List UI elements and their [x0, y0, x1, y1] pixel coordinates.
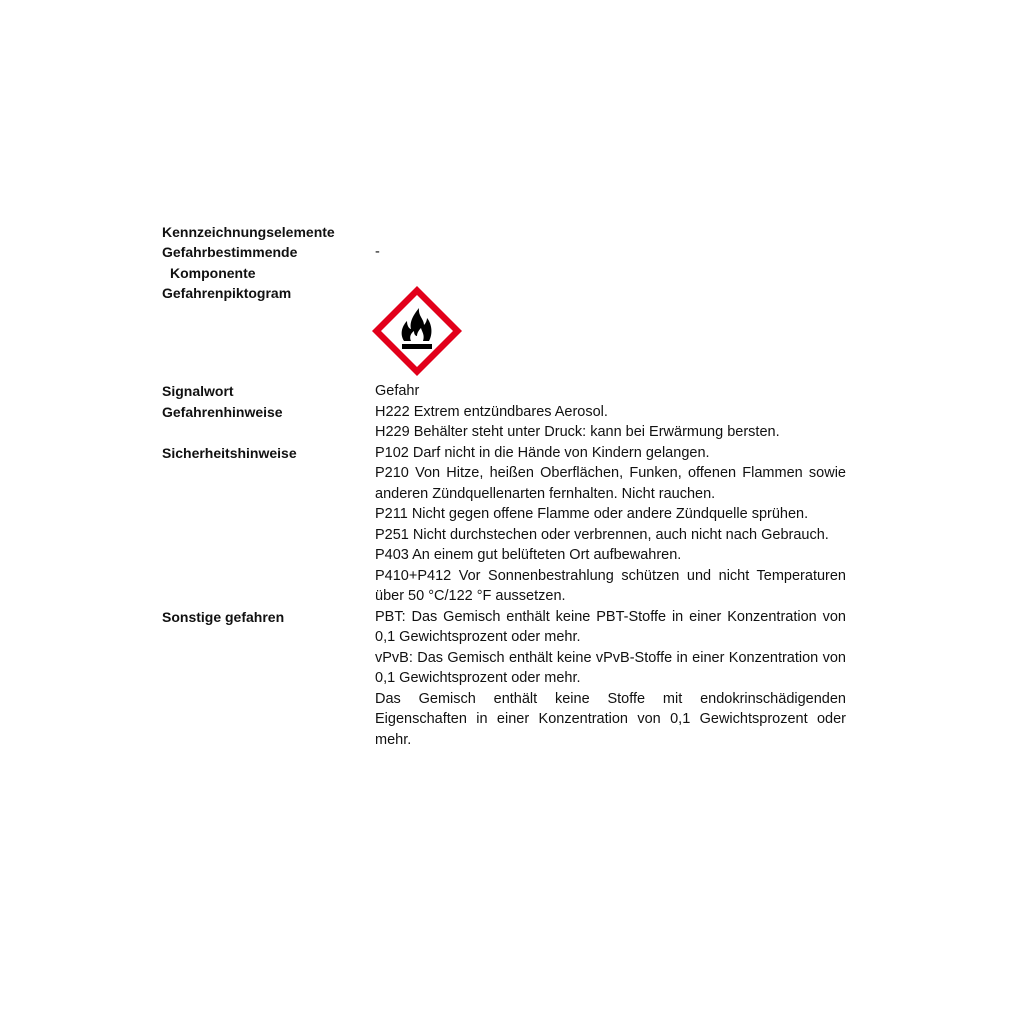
label-hazard-statements: Gefahrenhinweise — [162, 403, 283, 420]
label-hazard-component-line2: Komponente — [170, 264, 256, 281]
other-hazard-vpvb: vPvB: Das Gemisch enthält keine vPvB-Stoffe in einer Konzentration von 0,1 Gewichtsprozent oder mehr. — [375, 649, 846, 686]
label-hazard-component — [162, 242, 375, 283]
hazard-component-value: - — [375, 244, 380, 260]
other-hazard-pbt: PBT: Das Gemisch enthält keine PBT-Stoffe in einer Konzentration von 0,1 Gewichtsprozent oder mehr. — [375, 608, 846, 645]
hazard-statement-h222: H222 Extrem entzündbares Aerosol. — [375, 403, 608, 420]
label-other-hazards: Sonstige gefahren — [162, 608, 285, 625]
value-pictogram — [375, 283, 846, 381]
precautionary-statement-p251: P251 Nicht durchstechen oder verbrennen, auch nicht nach Gebrauch. — [375, 526, 829, 543]
labelling-section — [162, 222, 846, 750]
value-hazard-statements — [375, 402, 846, 443]
flammable-pictogram-icon — [369, 283, 465, 379]
value-precautionary-statements — [375, 443, 846, 607]
hazard-statement-h229: H229 Behälter steht unter Druck: kann bei Erwärmung bersten. — [375, 424, 780, 440]
value-other-hazards — [375, 607, 846, 751]
section-title: Kennzeichnungselemente — [162, 224, 335, 240]
row-hazard-component — [162, 242, 846, 283]
row-precautionary-statements — [162, 443, 846, 607]
row-signal-word — [162, 381, 846, 402]
precautionary-statement-p210: P210 Von Hitze, heißen Oberflächen, Funken, offenen Flammen sowie anderen Zündquellenarten fernhalten. Nicht rauchen. — [375, 465, 846, 502]
row-pictogram — [162, 283, 846, 381]
value-hazard-component — [375, 242, 846, 263]
value-signal-word — [375, 381, 846, 402]
precautionary-statement-p211: P211 Nicht gegen offene Flamme oder andere Zündquelle sprühen. — [375, 506, 809, 522]
label-signal-word: Signalwort — [162, 383, 234, 399]
precautionary-statement-p102: P102 Darf nicht in die Hände von Kindern gelangen. — [375, 444, 710, 461]
label-pictogram: Gefahrenpiktogram — [162, 285, 292, 301]
precautionary-statement-p403: P403 An einem gut belüfteten Ort aufbewahren. — [375, 547, 682, 563]
row-hazard-statements — [162, 402, 846, 443]
row-other-hazards — [162, 607, 846, 751]
other-hazard-endocrine: Das Gemisch enthält keine Stoffe mit endokrinschädigenden Eigenschaften in einer Konzentration von 0,1 Gewichtsprozent oder mehr. — [375, 690, 846, 748]
label-hazard-component-line1: Gefahrbestimmende — [162, 244, 298, 260]
precautionary-statement-p410-p412: P410+P412 Vor Sonnenbestrahlung schützen und nicht Temperaturen über 50 °C/122 °F aussetzen. — [375, 567, 846, 604]
label-precautionary-statements: Sicherheitshinweise — [162, 444, 297, 461]
signal-word-value: Gefahr — [375, 383, 420, 399]
